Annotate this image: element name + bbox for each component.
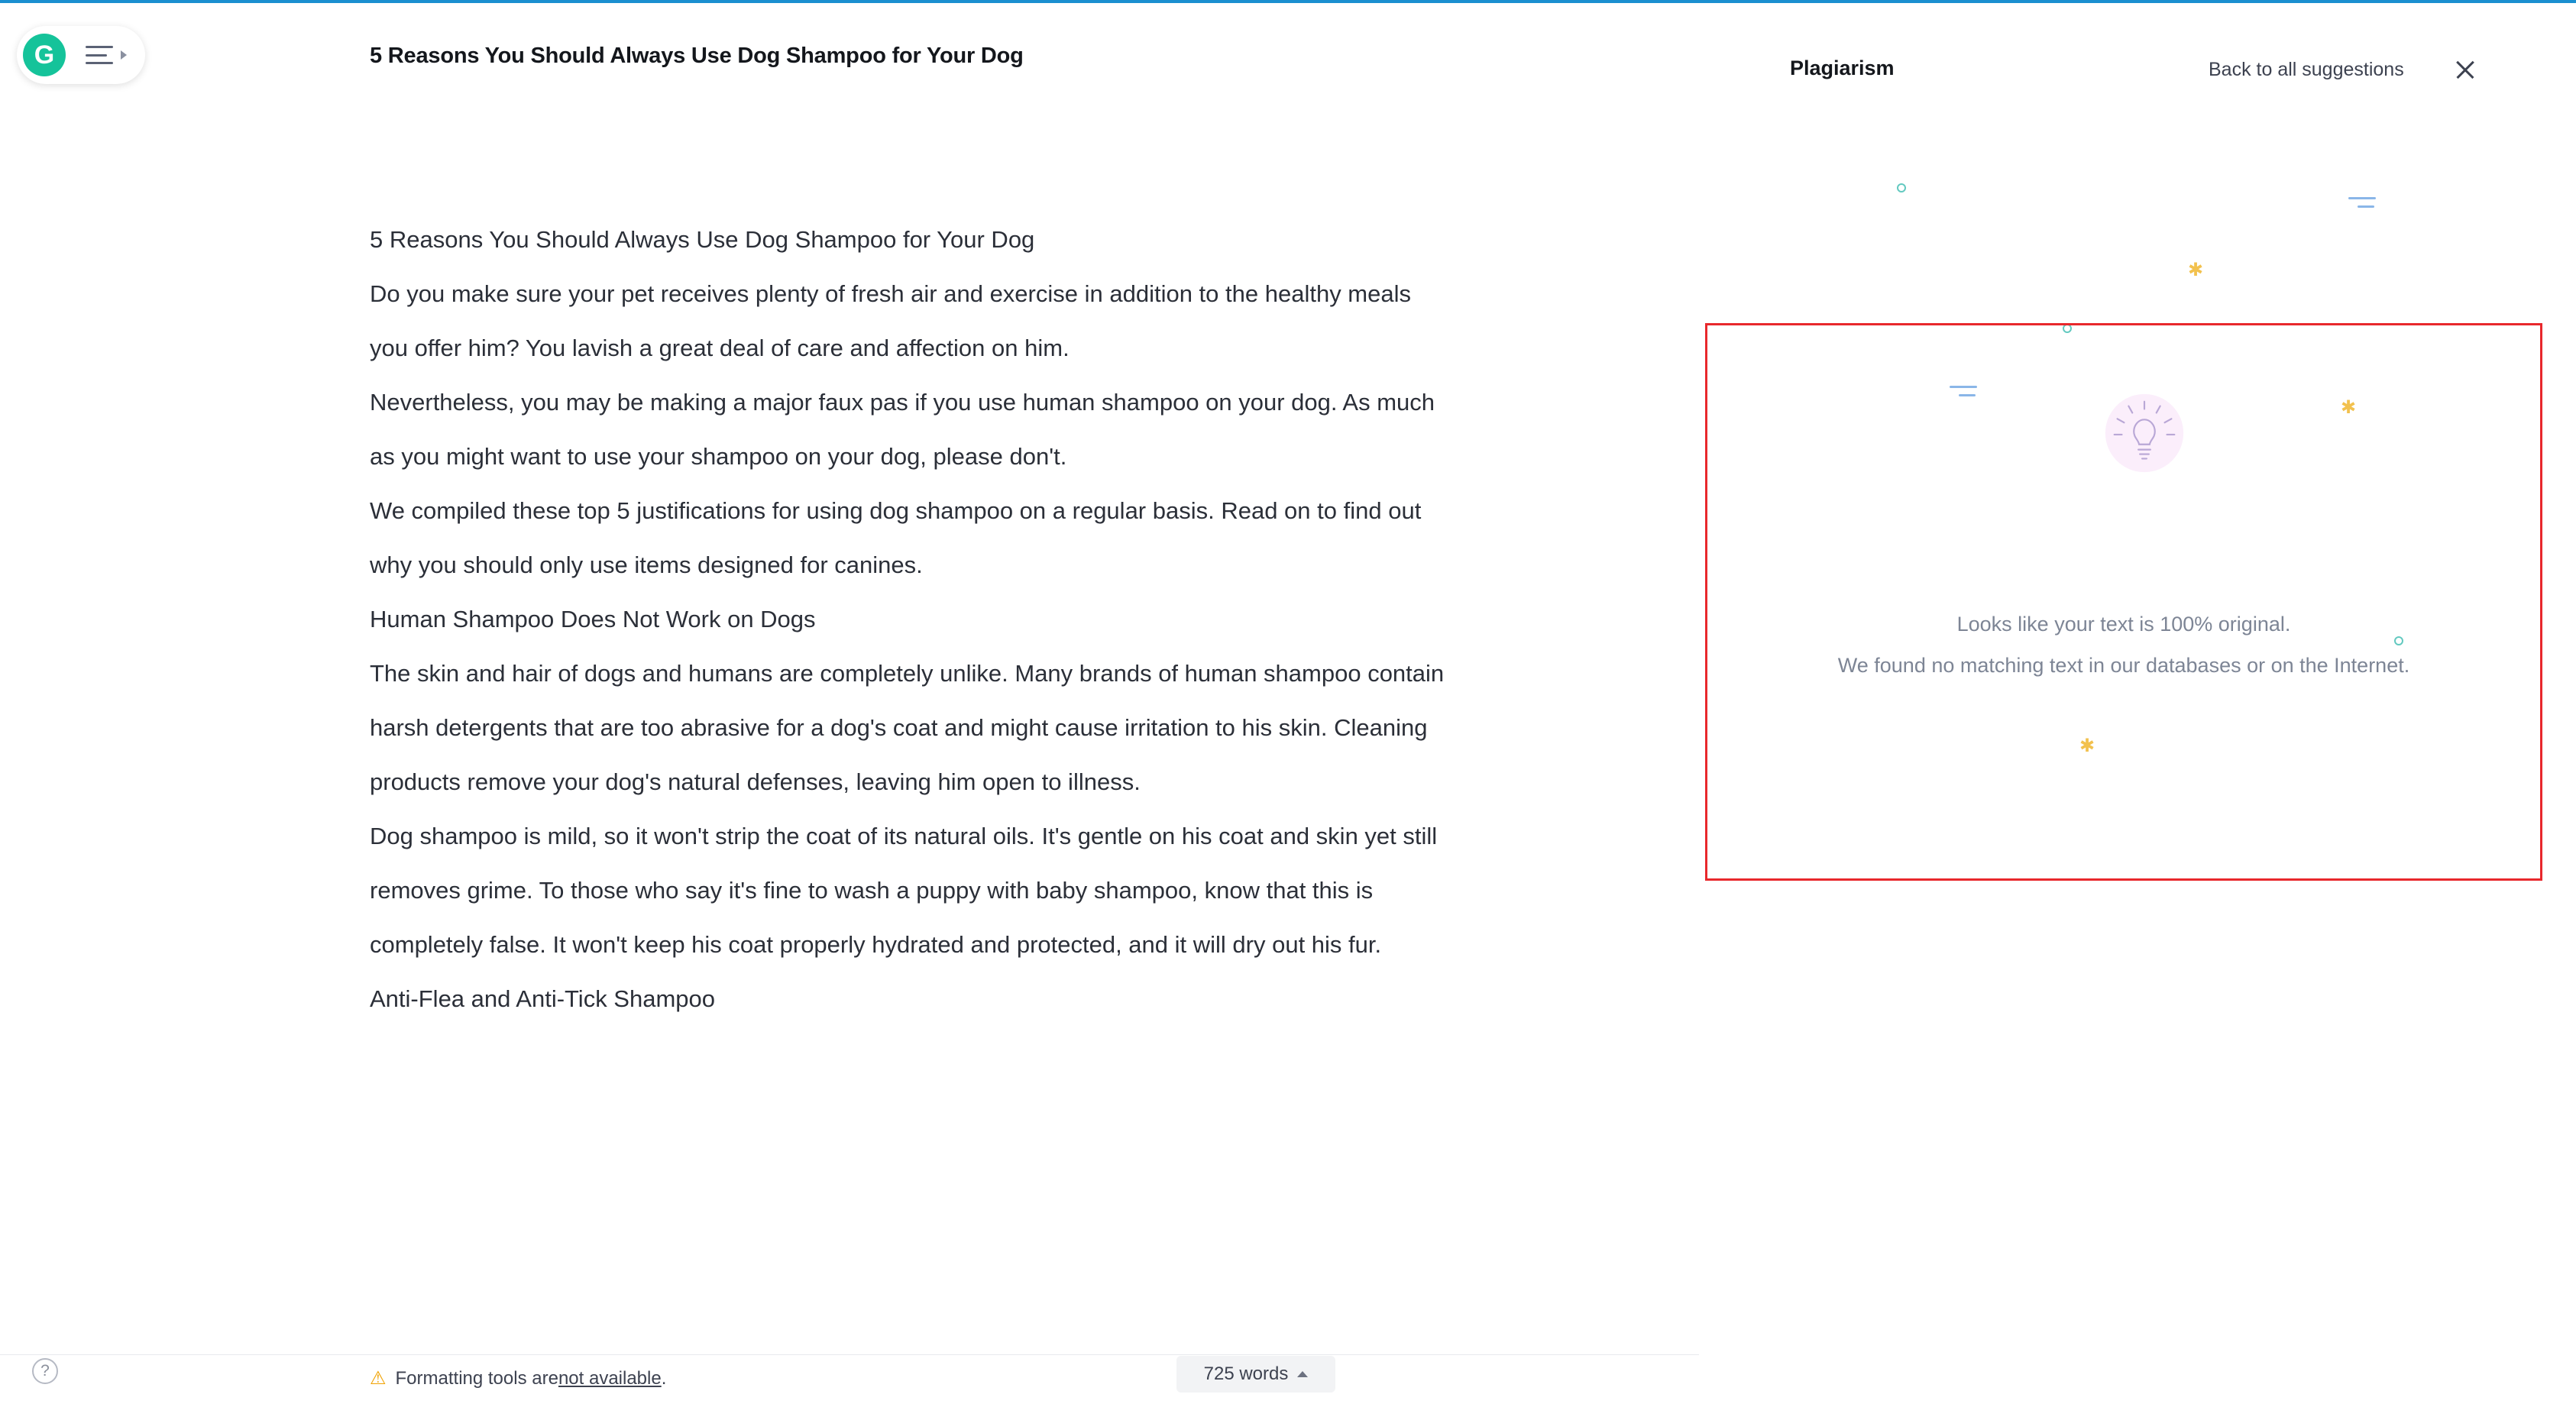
- panel-title: Plagiarism: [1790, 57, 1895, 79]
- doc-paragraph: We compiled these top 5 justifications for using dog shampoo on a regular basis. Read on to find out why you should only use items designed for canines.: [370, 497, 1422, 578]
- word-count-button[interactable]: [1176, 1356, 1335, 1393]
- formatting-notice-text: Formatting tools are: [395, 1367, 558, 1389]
- formatting-notice: [370, 1367, 666, 1389]
- close-icon[interactable]: [2454, 58, 2477, 81]
- logo-menu-cluster[interactable]: [17, 26, 145, 84]
- warning-icon: ⚠: [370, 1368, 387, 1389]
- decor-dashes-icon: [2348, 197, 2376, 208]
- decor-sparkle-icon: ✱: [2341, 397, 2357, 418]
- menu-button[interactable]: [86, 46, 127, 64]
- empty-state-line-1: Looks like your text is 100% original.: [1956, 613, 2291, 636]
- decor-sparkle-icon: ✱: [2079, 736, 2095, 756]
- doc-paragraph: Do you make sure your pet receives plenty of fresh air and exercise in addition to the healthy meals you offer him? You lavish a great deal of care and affection on him.: [370, 280, 1412, 361]
- document-editor[interactable]: [370, 212, 1455, 1026]
- back-to-suggestions-link[interactable]: Back to all suggestions: [2209, 59, 2404, 80]
- formatting-notice-suffix: .: [661, 1367, 667, 1389]
- doc-paragraph: Anti-Flea and Anti-Tick Shampoo: [370, 985, 716, 1012]
- help-icon[interactable]: ?: [32, 1358, 58, 1384]
- grammarly-logo-icon[interactable]: G: [23, 34, 66, 76]
- doc-paragraph: Human Shampoo Does Not Work on Dogs: [370, 606, 816, 632]
- hamburger-icon: [86, 46, 113, 64]
- lightbulb-icon: [2099, 388, 2189, 478]
- status-bar: [0, 1354, 1699, 1420]
- empty-state-line-2: We found no matching text in our databases or on the Internet.: [1837, 654, 2410, 677]
- formatting-notice-link[interactable]: not available: [558, 1367, 662, 1389]
- caret-up-icon: [1297, 1371, 1308, 1377]
- doc-paragraph: Nevertheless, you may be making a major faux pas if you use human shampoo on your dog. As much as you might want to use your shampoo on your dog, please don't.: [370, 389, 1435, 470]
- top-accent-bar: [0, 0, 2576, 3]
- decor-sparkle-icon: ✱: [2188, 260, 2204, 280]
- doc-paragraph: The skin and hair of dogs and humans are completely unlike. Many brands of human shampoo contain harsh detergents that are too abrasive for a dog's coat and might cause irritation to his skin. Cleaning products remove your dog's natural defenses, leaving him open to illness.: [370, 660, 1445, 795]
- chevron-right-icon: [121, 50, 127, 60]
- plagiarism-empty-state: [1705, 603, 2542, 686]
- doc-paragraph: 5 Reasons You Should Always Use Dog Shampoo for Your Dog: [370, 226, 1035, 253]
- decor-circle-icon: [1897, 183, 1906, 192]
- document-title: 5 Reasons You Should Always Use Dog Shampoo for Your Dog: [370, 44, 1024, 68]
- word-count-label: 725 words: [1203, 1363, 1289, 1384]
- doc-paragraph: Dog shampoo is mild, so it won't strip the coat of its natural oils. It's gentle on his coat and skin yet still removes grime. To those who say it's fine to wash a puppy with baby shampoo, know that this is completely false. It won't keep his coat properly hydrated and protected, and it will dry out his fur.: [370, 823, 1438, 958]
